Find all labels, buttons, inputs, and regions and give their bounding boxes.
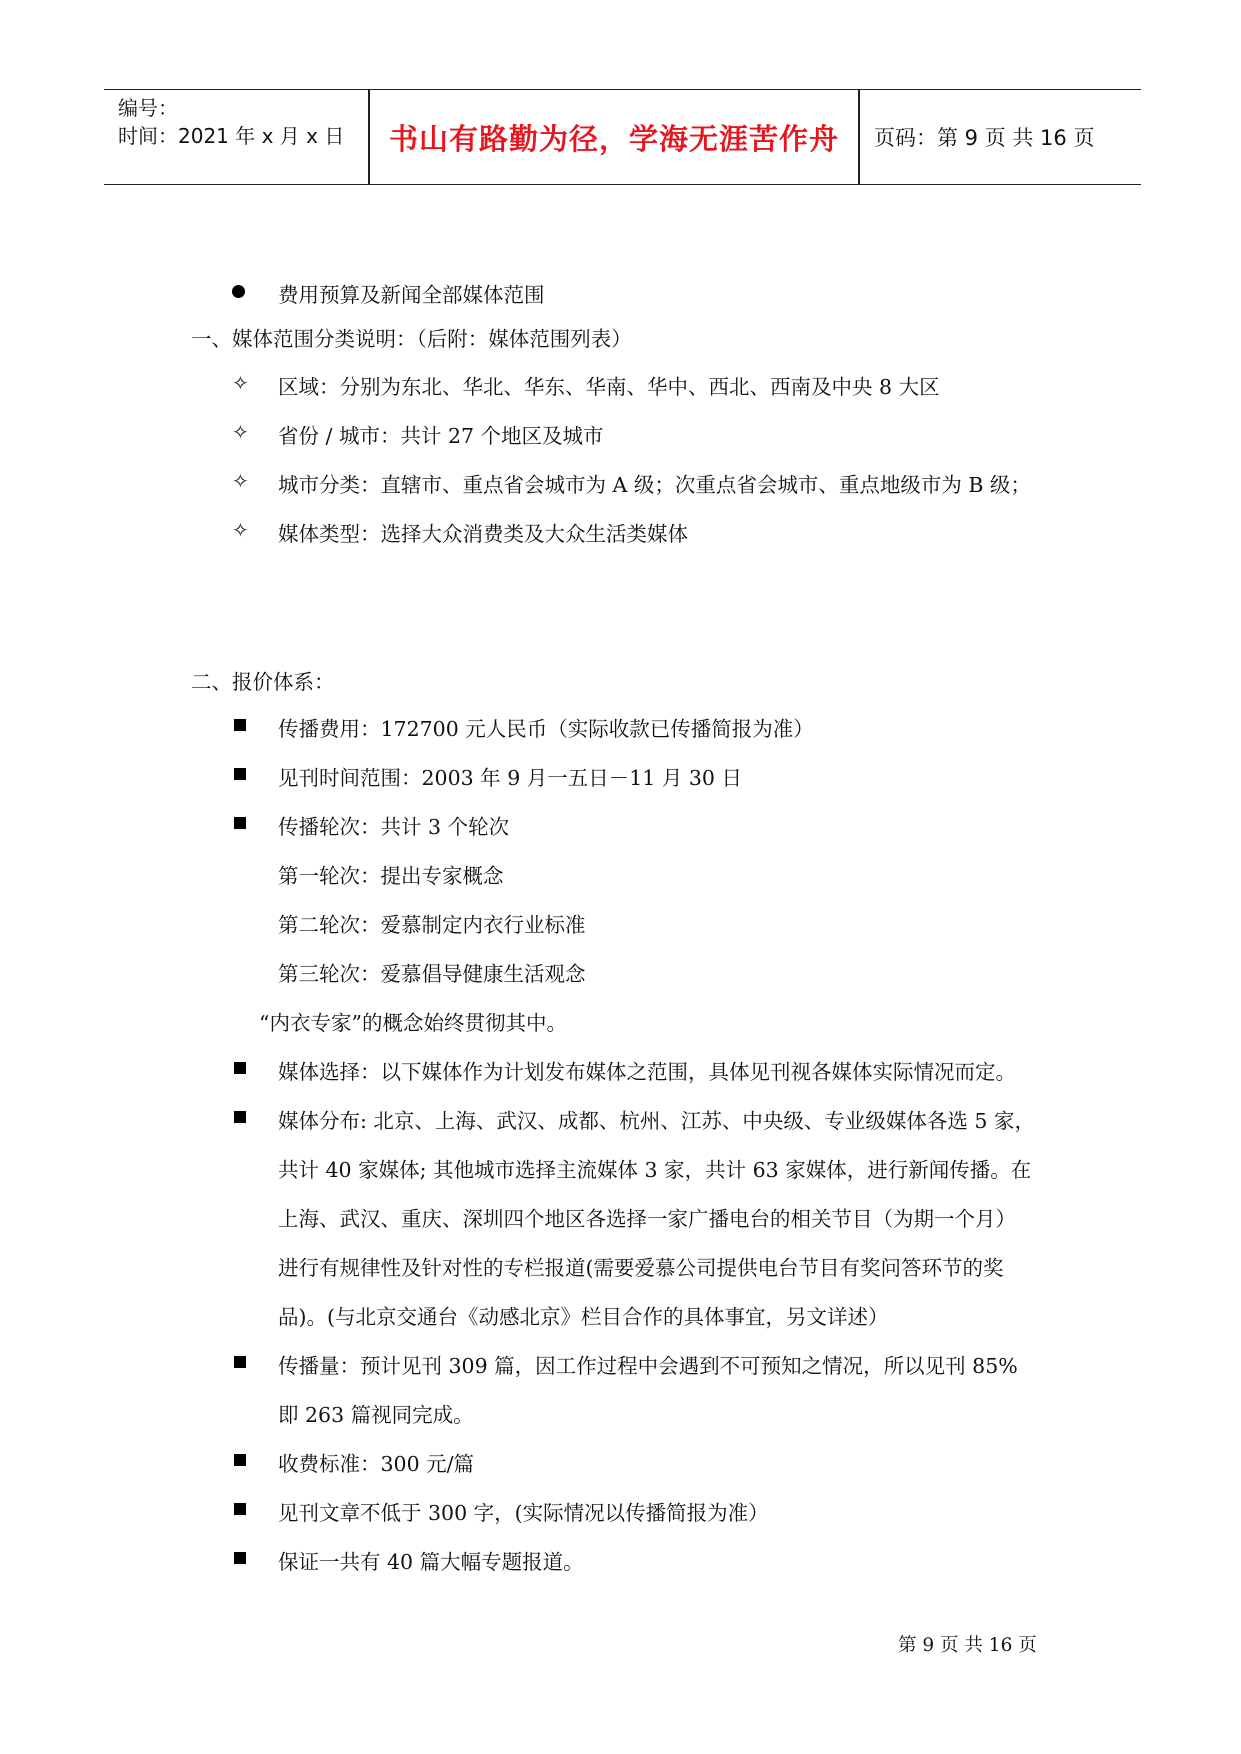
- page-header: [104, 89, 1141, 185]
- concept-line: “内衣专家”的概念始终贯彻其中。: [259, 1011, 567, 1035]
- square-bullet-icon: [234, 1552, 246, 1564]
- diamond-star-icon: ✧: [232, 371, 249, 395]
- media-select-line: 媒体选择：以下媒体作为计划发布媒体之范围，具体见刊视各媒体实际情况而定。: [278, 1060, 1016, 1084]
- diamond-star-icon: ✧: [232, 469, 249, 493]
- page-footer: 第 9 页 共 16 页: [898, 1635, 1037, 1656]
- article-length-line: 见刊文章不低于 300 字，(实际情况以传播简报为准）: [278, 1501, 769, 1525]
- diamond-star-icon: ✧: [232, 420, 249, 444]
- section1-item: 省份 / 城市：共计 27 个地区及城市: [278, 424, 604, 448]
- square-bullet-icon: [234, 1454, 246, 1466]
- round-item: 第一轮次：提出专家概念: [278, 864, 504, 888]
- distribution-line: 共计 40 家媒体; 其他城市选择主流媒体 3 家，共计 63 家媒体，进行新闻传播。在: [278, 1158, 1032, 1182]
- rate-line: 收费标准：300 元/篇: [278, 1452, 475, 1476]
- section1-item: 区域：分别为东北、华北、华东、华南、华中、西北、西南及中央 8 大区: [278, 375, 940, 399]
- diamond-star-icon: ✧: [232, 518, 249, 542]
- section1-item: 媒体类型：选择大众消费类及大众生活类媒体: [278, 522, 688, 546]
- square-bullet-icon: [234, 719, 246, 731]
- header-time-label: 时间：2021 年 x 月 x 日: [118, 124, 345, 148]
- section2-title: 二、报价体系：: [191, 670, 335, 694]
- square-bullet-icon: [234, 817, 246, 829]
- fee-line: 传播费用：172700 元人民币（实际收款已传播简报为准）: [278, 717, 814, 741]
- volume-line: 传播量：预计见刊 309 篇，因工作过程中会遇到不可预知之情况，所以见刊 85%: [278, 1354, 1018, 1378]
- round-bullet-icon: [232, 285, 245, 298]
- round-item: 第三轮次：爱慕倡导健康生活观念: [278, 962, 586, 986]
- distribution-line: 品)。(与北京交通台《动感北京》栏目合作的具体事宜，另文详述）: [278, 1305, 889, 1329]
- volume-line: 即 263 篇视同完成。: [278, 1403, 474, 1427]
- round-item: 第二轮次：爱慕制定内衣行业标准: [278, 913, 586, 937]
- square-bullet-icon: [234, 1356, 246, 1368]
- square-bullet-icon: [234, 768, 246, 780]
- rounds-line: 传播轮次：共计 3 个轮次: [278, 815, 510, 839]
- header-meta: [118, 94, 344, 150]
- distribution-line: 上海、武汉、重庆、深圳四个地区各选择一家广播电台的相关节目（为期一个月）: [278, 1207, 1016, 1231]
- section1-item: 城市分类：直辖市、重点省会城市为 A 级；次重点省会城市、重点地级市为 B 级；: [278, 473, 1031, 497]
- header-number-label: 编号：: [118, 96, 178, 120]
- period-line: 见刊时间范围：2003 年 9 月一五日－11 月 30 日: [278, 766, 742, 790]
- header-motto: 书山有路勤为径，学海无涯苦作舟: [388, 121, 839, 156]
- header-divider: [858, 90, 860, 184]
- feature-line: 保证一共有 40 篇大幅专题报道。: [278, 1550, 584, 1574]
- square-bullet-icon: [234, 1503, 246, 1515]
- square-bullet-icon: [234, 1062, 246, 1074]
- bullet-title: 费用预算及新闻全部媒体范围: [278, 283, 545, 307]
- header-page-label: 页码：第 9 页 共 16 页: [874, 126, 1095, 150]
- distribution-line: 进行有规律性及针对性的专栏报道(需要爱慕公司提供电台节目有奖问答环节的奖: [278, 1256, 1004, 1280]
- square-bullet-icon: [234, 1111, 246, 1123]
- distribution-line: 媒体分布: 北京、上海、武汉、成都、杭州、江苏、中央级、专业级媒体各选 5 家，: [278, 1109, 1035, 1133]
- section1-title: 一、媒体范围分类说明：（后附：媒体范围列表）: [191, 327, 632, 351]
